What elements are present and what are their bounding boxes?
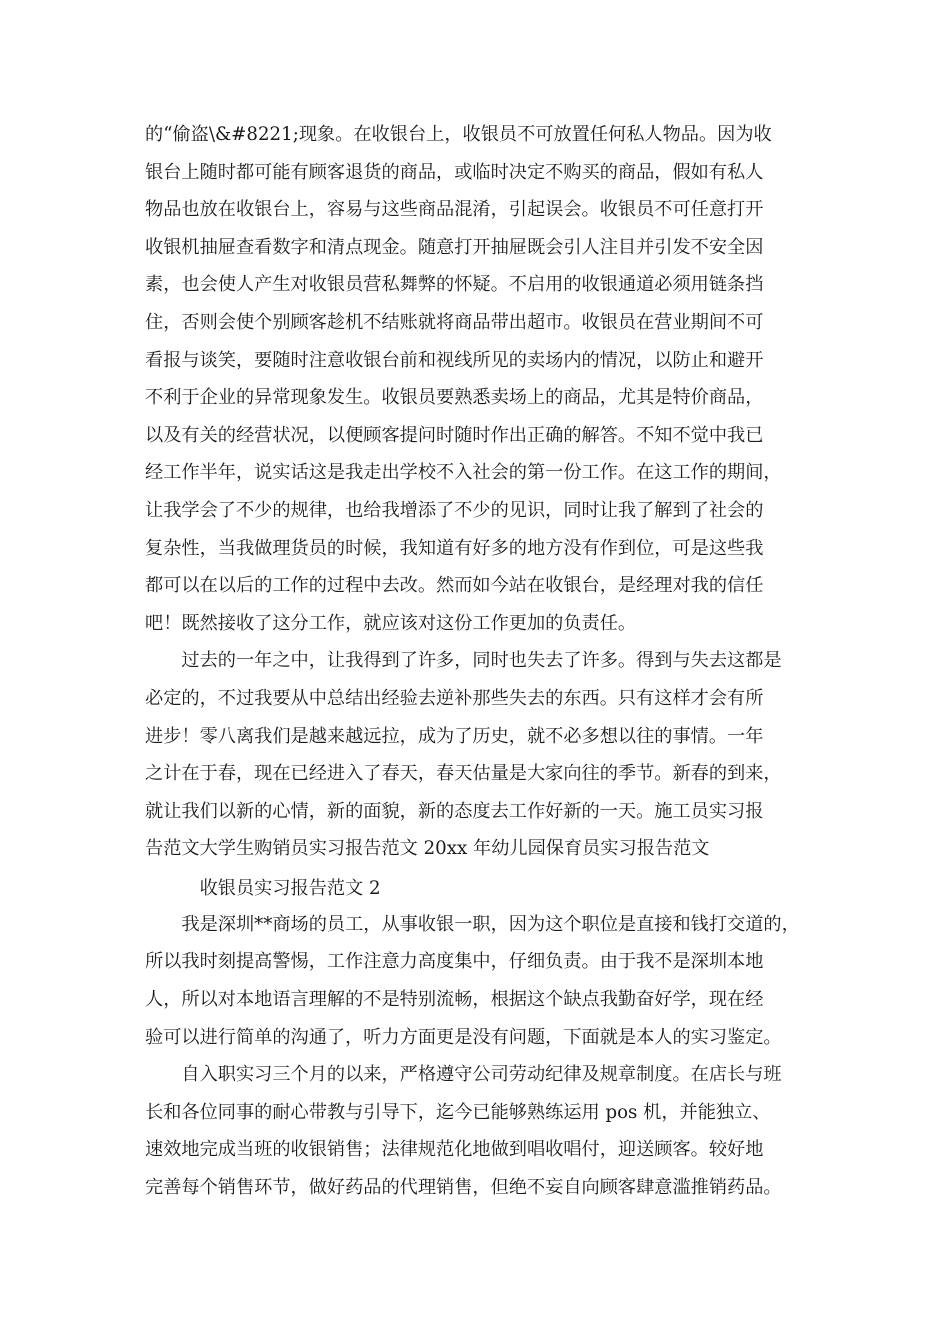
text-line: 进步！零八离我们是越来越远拉，成为了历史，就不必多想以往的事情。一年 xyxy=(145,725,764,747)
text-line: 验可以进行简单的沟通了，听力方面更是没有问题，下面就是本人的实习鉴定。 xyxy=(145,1026,782,1048)
text-line: 长和各位同事的耐心带教与引导下，迄今已能够熟练运用 pos 机，并能独立、 xyxy=(145,1101,771,1123)
text-line: 复杂性，当我做理货员的时候，我知道有好多的地方没有作到位，可是这些我 xyxy=(145,537,764,559)
text-line: 收银机抽屉查看数字和清点现金。随意打开抽屉既会引人注目并引发不安全因 xyxy=(145,236,764,258)
text-line: 所以我时刻提高警惕，工作注意力高度集中，仔细负责。由于我不是深圳本地 xyxy=(145,951,764,973)
text-line: 告范文大学生购销员实习报告范文 20xx 年幼儿园保育员实习报告范文 xyxy=(145,838,710,860)
text-line: 人，所以对本地语言理解的不是特别流畅，根据这个缺点我勤奋好学，现在经 xyxy=(145,989,764,1011)
text-line: 银台上随时都可能有顾客退货的商品，或临时决定不购买的商品，假如有私人 xyxy=(145,161,764,183)
section-heading: 收银员实习报告范文 2 xyxy=(145,877,381,899)
text-line: 之计在于春，现在已经进入了春天，春天估量是大家向往的季节。新春的到来， xyxy=(145,763,782,785)
text-line: 让我学会了不少的规律，也给我增添了不少的见识，同时让我了解到了社会的 xyxy=(145,499,764,521)
text-line: 我是深圳**商场的员工，从事收银一职，因为这个职位是直接和钱打交道的， xyxy=(145,913,800,935)
text-line: 过去的一年之中，让我得到了许多，同时也失去了许多。得到与失去这都是 xyxy=(145,650,782,672)
text-line: 以及有关的经营状况，以便顾客提问时随时作出正确的解答。不知不觉中我已 xyxy=(145,424,764,446)
text-line: 经工作半年，说实话这是我走出学校不入社会的第一份工作。在这工作的期间， xyxy=(145,462,782,484)
text-line: 就让我们以新的心情，新的面貌，新的态度去工作好新的一天。施工员实习报 xyxy=(145,800,764,822)
text-line: 自入职实习三个月的以来，严格遵守公司劳动纪律及规章制度。在店长与班 xyxy=(145,1064,782,1086)
text-line: 不利于企业的异常现象发生。收银员要熟悉卖场上的商品，尤其是特价商品， xyxy=(145,387,764,409)
document-body xyxy=(145,116,825,1207)
text-line: 的“偷盗\&#8221;现象。在收银台上，收银员不可放置任何私人物品。因为收 xyxy=(145,124,772,145)
text-line: 物品也放在收银台上，容易与这些商品混淆，引起误会。收银员不可任意打开 xyxy=(145,199,764,221)
text-line: 必定的，不过我要从中总结出经验去逆补那些失去的东西。只有这样才会有所 xyxy=(145,687,764,709)
text-line: 看报与谈笑，要随时注意收银台前和视线所见的卖场内的情况，以防止和避开 xyxy=(145,349,764,371)
text-line: 素，也会使人产生对收银员营私舞弊的怀疑。不启用的收银通道必须用链条挡 xyxy=(145,274,764,296)
text-line: 都可以在以后的工作的过程中去改。然而如今站在收银台，是经理对我的信任 xyxy=(145,575,764,597)
text-line: 速效地完成当班的收银销售；法律规范化地做到唱收唱付，迎送顾客。较好地 xyxy=(145,1139,764,1161)
text-line: 住，否则会使个别顾客趁机不结账就将商品带出超市。收银员在营业期间不可 xyxy=(145,311,764,333)
text-line: 吧！既然接收了这分工作，就应该对这份工作更加的负责任。 xyxy=(145,612,637,634)
text-line: 完善每个销售环节，做好药品的代理销售，但绝不妄自向顾客肆意滥推销药品。 xyxy=(145,1177,782,1199)
